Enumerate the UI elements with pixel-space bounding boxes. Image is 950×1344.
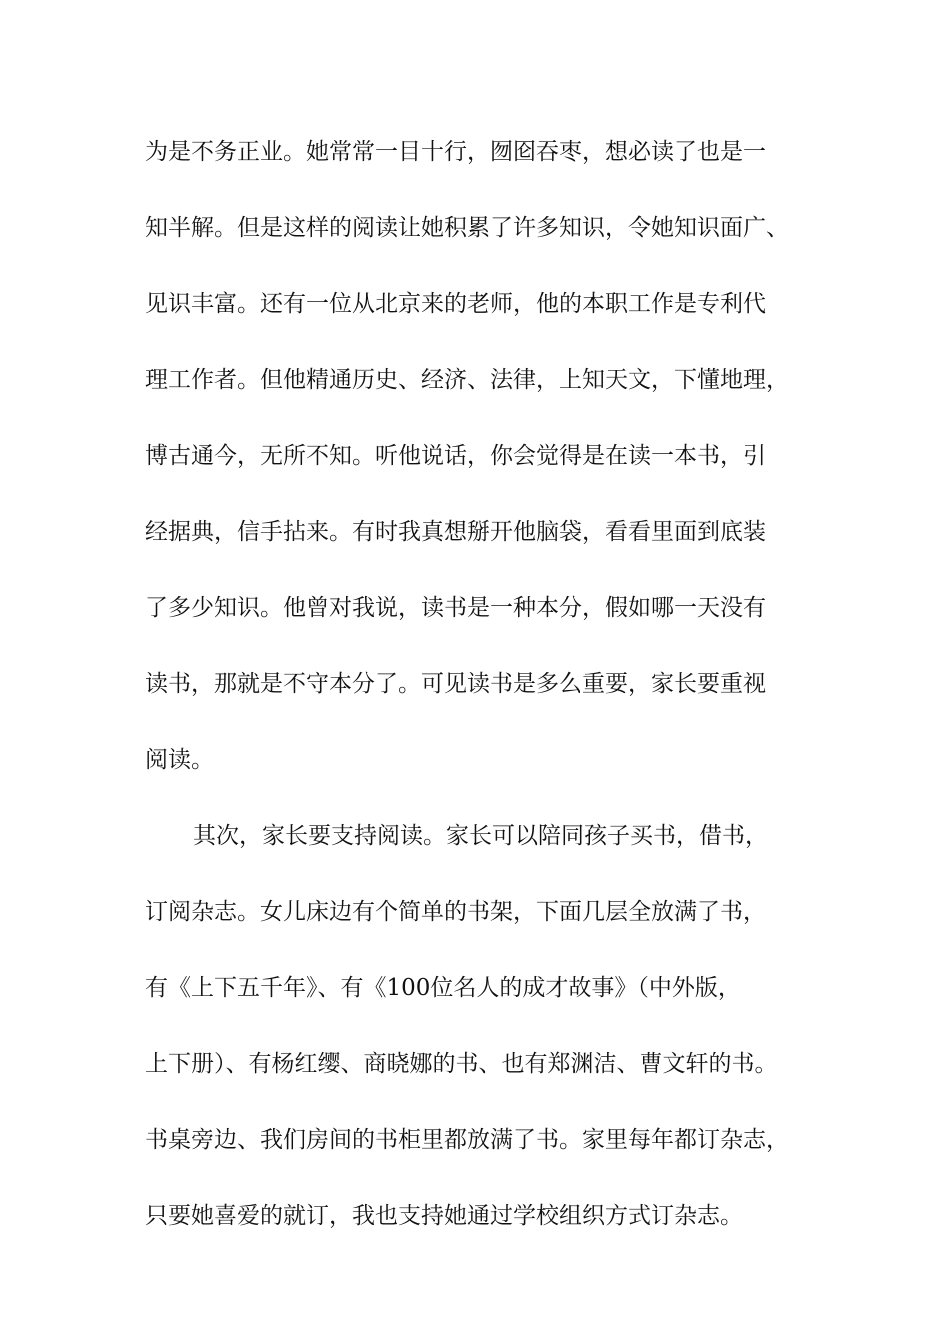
text-line: 有《上下五千年》、有《100位名人的成才故事》（中外版，	[145, 975, 741, 1001]
text-line: 见识丰富。还有一位从北京来的老师，他的本职工作是专利代	[145, 291, 766, 317]
text-line: 为是不务正业。她常常一目十行，囫囵吞枣，想必读了也是一	[145, 139, 766, 165]
paragraph-1	[145, 128, 810, 812]
paragraph-2	[145, 812, 810, 1268]
text-line: 只要她喜爱的就订，我也支持她通过学校组织方式订杂志。	[145, 1203, 743, 1229]
text-line: 理工作者。但他精通历史、经济、法律，上知天文，下懂地理，	[145, 367, 789, 393]
text-line: 博古通今，无所不知。听他说话，你会觉得是在读一本书，引	[145, 443, 766, 469]
text-line: 经据典，信手拈来。有时我真想掰开他脑袋，看看里面到底装	[145, 519, 766, 545]
document-body	[145, 128, 810, 1268]
text-line: 上下册）、有杨红缨、商晓娜的书、也有郑渊洁、曹文轩的书。	[145, 1051, 778, 1077]
text-line: 订阅杂志。女儿床边有个简单的书架，下面几层全放满了书，	[145, 899, 766, 925]
text-line: 读书，那就是不守本分了。可见读书是多么重要，家长要重视	[145, 671, 766, 697]
text-line: 了多少知识。他曾对我说，读书是一种本分，假如哪一天没有	[145, 595, 766, 621]
text-line: 书桌旁边、我们房间的书柜里都放满了书。家里每年都订杂志，	[145, 1127, 789, 1153]
text-line: 知半解。但是这样的阅读让她积累了许多知识，令她知识面广、	[145, 215, 789, 241]
text-line: 其次，家长要支持阅读。家长可以陪同孩子买书，借书，	[193, 823, 768, 849]
text-line: 阅读。	[145, 747, 214, 773]
